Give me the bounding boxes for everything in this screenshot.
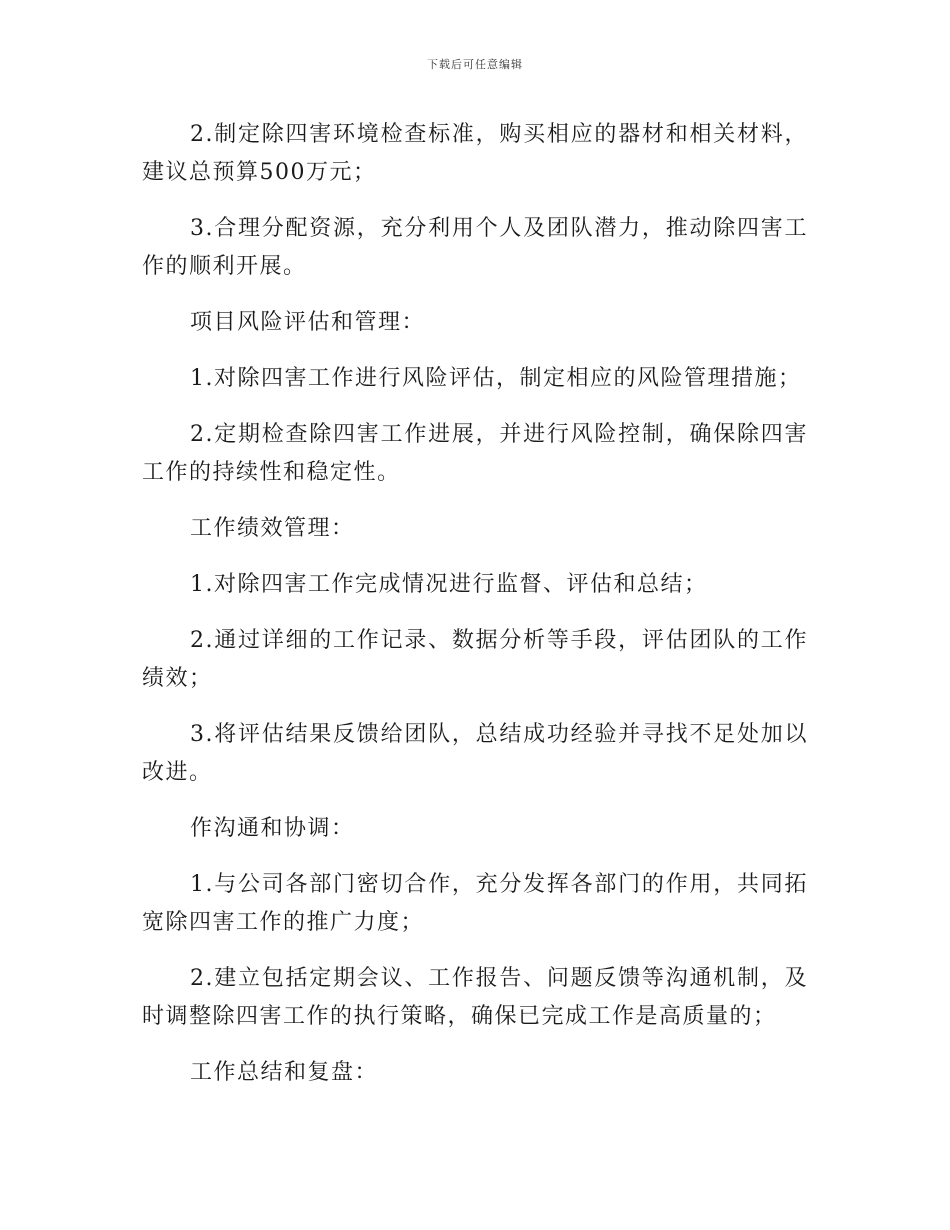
- paragraph: 1.对除四害工作进行风险评估，制定相应的风险管理措施；: [190, 366, 802, 391]
- section-heading: 项目风险评估和管理：: [190, 310, 426, 335]
- document-body: [142, 116, 808, 1110]
- paragraph: 3.合理分配资源，充分利用个人及团队潜力，推动除四害工作的顺利开展。: [142, 216, 808, 279]
- paragraph: 3.将评估结果反馈给团队，总结成功经验并寻找不足处加以改进。: [142, 722, 808, 785]
- paragraph: 2.通过详细的工作记录、数据分析等手段，评估团队的工作绩效；: [142, 628, 808, 691]
- section-heading: 工作总结和复盘：: [190, 1060, 379, 1085]
- paragraph: 2.制定除四害环境检查标准，购买相应的器材和相关材料，建议总预算500万元；: [142, 122, 808, 185]
- page-header: 下载后可任意编辑: [427, 58, 523, 71]
- paragraph: 2.定期检查除四害工作进展，并进行风险控制，确保除四害工作的持续性和稳定性。: [142, 422, 808, 485]
- paragraph: 1.对除四害工作完成情况进行监督、评估和总结；: [190, 572, 708, 597]
- section-heading: 作沟通和协调：: [190, 816, 355, 841]
- paragraph: 2.建立包括定期会议、工作报告、问题反馈等沟通机制，及时调整除四害工作的执行策略，确保已完成工作是高质量的；: [142, 966, 808, 1029]
- paragraph: 1.与公司各部门密切合作，充分发挥各部门的作用，共同拓宽除四害工作的推广力度；: [142, 872, 808, 935]
- section-heading: 工作绩效管理：: [190, 516, 355, 541]
